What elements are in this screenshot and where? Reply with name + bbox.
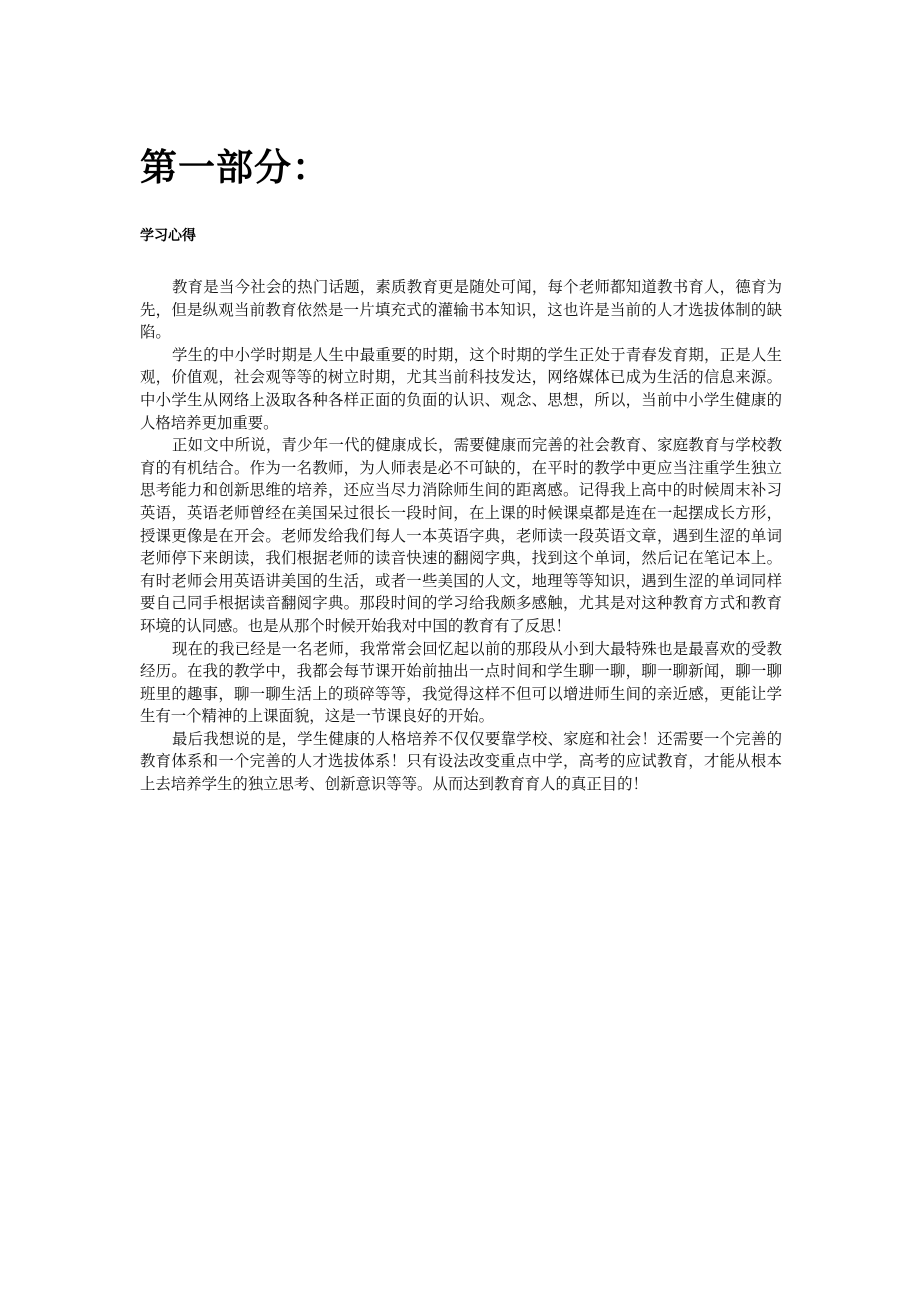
paragraph-5: 最后我想说的是，学生健康的人格培养不仅仅要靠学校、家庭和社会！还需要一个完善的教育体系和一个完善的人才选拔体系！只有设法改变重点中学，高考的应试教育，才能从根本上去培养学生的独立思考、创新意识等等。从而达到教育育人的真正目的！ — [140, 729, 782, 794]
paragraph-3: 正如文中所说，青少年一代的健康成长，需要健康而完善的社会教育、家庭教育与学校教育的有机结合。作为一名教师，为人师表是必不可缺的，在平时的教学中更应当注重学生独立思考能力和创新思维的培养，还应当尽力消除师生间的距离感。记得我上高中的时候周末补习英语，英语老师曾经在美国呆过很长一段时间，在上课的时候课桌都是连在一起摆成长方形，授课更像是在开会。老师发给我们每人一本英语字典，老师读一段英语文章，遇到生涩的单词老师停下来朗读，我们根据老师的读音快速的翻阅字典，找到这个单词，然后记在笔记本上。有时老师会用英语讲美国的生活，或者一些美国的人文，地理等等知识，遇到生涩的单词同样要自己同手根据读音翻阅字典。那段时间的学习给我颇多感触，尤其是对这种教育方式和教育环境的认同感。也是从那个时候开始我对中国的教育有了反思！ — [140, 436, 782, 635]
body-text — [140, 276, 782, 796]
paragraph-1: 教育是当今社会的热门话题，素质教育更是随处可闻，每个老师都知道教书育人，德育为先，但是纵观当前教育依然是一片填充式的灌输书本知识，这也许是当前的人才选拔体制的缺陷。 — [140, 278, 782, 342]
document-content — [140, 142, 782, 796]
paragraph-2: 学生的中小学时期是人生中最重要的时期，这个时期的学生正处于青春发育期，正是人生观，价值观，社会观等等的树立时期，尤其当前科技发达，网络媒体已成为生活的信息来源。中小学生从网络上汲取各种各样正面的负面的认识、观念、思想，所以，当前中小学生健康的人格培养更加重要。 — [140, 345, 782, 432]
part-title: 第一部分： — [140, 146, 330, 189]
section-subtitle: 学习心得 — [140, 228, 196, 244]
paragraph-4: 现在的我已经是一名老师，我常常会回忆起以前的那段从小到大最特殊也是最喜欢的受教经历。在我的教学中，我都会每节课开始前抽出一点时间和学生聊一聊，聊一聊新闻，聊一聊班里的趣事，聊一聊生活上的琐碎等等，我觉得这样不但可以增进师生间的亲近感，更能让学生有一个精神的上课面貌，这是一节课良好的开始。 — [140, 639, 782, 726]
